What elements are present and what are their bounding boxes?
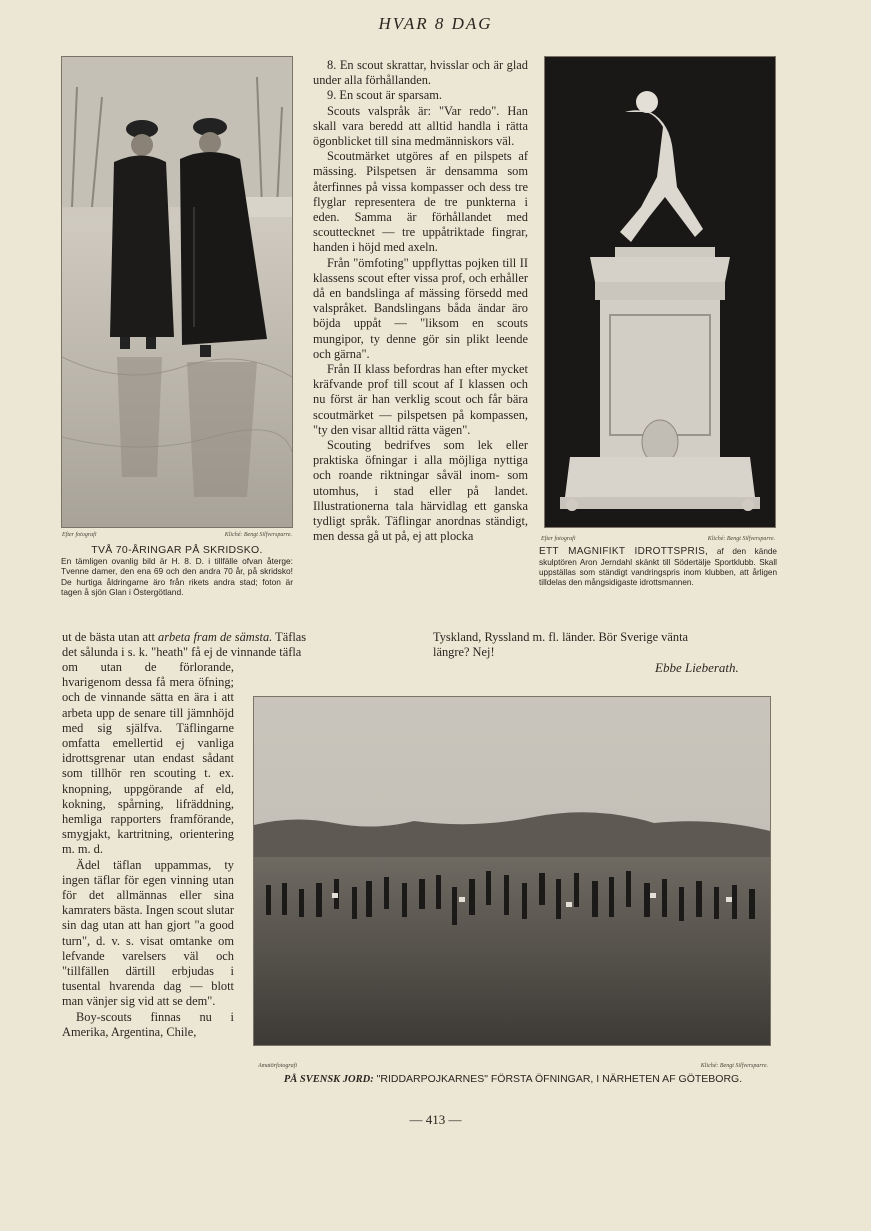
- article-wide-line-1: [62, 630, 434, 645]
- credit-left: Efter fotografi: [62, 532, 97, 538]
- caption-text: af den kände skulptören Aron Jerndahl skänkt till Södertälje Sportklubb. Skall uppställas som ständigt vandringspris inom klubben, att årligen tilldelas den mångsidigaste idrottsmannen.: [539, 547, 777, 588]
- paragraph: Scouting bedrifves som lek eller praktiska öfningar i alla möjliga nyttiga och roande riktningar såväl inom- som utomhus, i stad eller på landet. Illustrationerna tala härvidlag ett ganska tydligt språk. Täflingar anordnas ständigt, men dessa gå ut på, ej att plocka: [313, 438, 528, 544]
- article-wide-line-2: det sålunda i s. k. "heath" få ej de vinnande täfla: [62, 645, 302, 659]
- paragraph: 8. En scout skrattar, hvisslar och är glad under alla förhållanden.: [313, 58, 528, 88]
- caption-title: TVÅ 70-ÅRINGAR PÅ SKRIDSKO.: [91, 544, 263, 556]
- caption-text: En tämligen ovanlig bild är H. 8. D. i tillfälle ofvan återge: Tvenne damer, den ena 69 och den andra 70 år, på skridsko! De hurtiga åldringarne äro från rikets andra stad; foton är tagen å sjön Glan i Östergötland.: [61, 556, 293, 597]
- caption-text: "RIDDARPOJKARNES" FÖRSTA ÖFNINGAR, I NÄRHETEN AF GÖTEBORG.: [376, 1073, 743, 1085]
- caption-scouts-field: [255, 1073, 771, 1086]
- photo-statue-trophy: [544, 56, 776, 528]
- page-number: — 413 —: [409, 1112, 462, 1127]
- text-run: Täflas: [275, 630, 307, 644]
- article-right-line-2: längre? Nej!: [433, 645, 495, 659]
- photo-scouts-field: [253, 696, 771, 1046]
- running-title: HVAR 8 DAG: [378, 14, 493, 33]
- paragraph: Boy-scouts finnas nu i Amerika, Argentina, Chile,: [62, 1009, 234, 1039]
- paragraph: Ädel täflan uppammas, ty ingen täflar för egen vinning utan för det allmännas eller sina kamraters bästa. Ingen scout slutar sin dag utan att han gjort "a good turn", d. v. s. visat omtanke om lefvande varelsers väl och "tillfällen därtill erbjudas i tusental hvarenda dag — blott man vänjer sig vid att se dem".: [62, 857, 234, 1009]
- photo-credit-field: [258, 1063, 768, 1069]
- article-middle-column: [313, 58, 528, 545]
- field-illustration: [254, 697, 770, 1045]
- paragraph: Scouts valspråk är: "Var redo". Han skall vara beredd att alltid handla i rätta ögonblicket till sina medmänniskors väl.: [313, 103, 528, 149]
- paragraph: om utan de förlorande, hvarigenom dessa få mera öfning; och de vinnande sätta en ära i att arbeta upp de senare till jämnhöjd med sig själfva. Täflingarne omfatta emellertid ej vanliga idrottsgrenar utan endast sådant som tillhör ren scouting t. ex. knopning, uppgörande af eld, kokning, spårning, lifräddning, hemliga rapporters framförande, smygjakt, kartritning, orientering m. m. d.: [62, 660, 234, 857]
- caption-skaters: [61, 544, 293, 597]
- caption-statue: [539, 546, 777, 589]
- paragraph: Från "ömfoting" uppflyttas pojken till II klassens scout efter vissa prof, och erhåller då en bandslinga af mässing försedd med valspråket. Bandslingans båda ändar äro böjda uppåt — "liksom en scouts mungipor, ty denne gör sin plikt leende och gärna".: [313, 255, 528, 361]
- photo-two-skaters: [61, 56, 293, 528]
- credit-left: Amatörfotografi: [258, 1063, 298, 1069]
- paragraph: Från II klass befordras han efter mycket kräfvande prof till scout af I klassen och nu först är han verklig scout och får bära scoutmärket — pilspetsen på kompassen, "ty den visar alltid rätta vägen".: [313, 362, 528, 437]
- caption-title: ETT MAGNIFIKT IDROTTSPRIS,: [539, 546, 709, 557]
- article-right-line-1: Tyskland, Ryssland m. fl. länder. Bör Sverige vänta: [433, 630, 689, 644]
- credit-right: Kliché: Bengt Silfversparre.: [700, 1063, 768, 1069]
- credit-left: Efter fotografi: [541, 536, 576, 542]
- paragraph: Scoutmärket utgöres af en pilspets af mässing. Pilspetsen är densamma som återfinnes på vissa kompasser och dess tre flyglar representera de tre punkterna i eden. Samma är förhållandet med scouttecknet — tre uppåtriktade fingrar, handen i höjd med axeln.: [313, 149, 528, 255]
- credit-right: Kliché: Bengt Silfversparre.: [707, 536, 775, 542]
- caption-lead: PÅ SVENSK JORD:: [283, 1074, 374, 1085]
- text-run: ut de bästa utan att: [62, 630, 155, 644]
- author-signature: Ebbe Lieberath.: [655, 660, 739, 675]
- credit-right: Kliché: Bengt Silfversparre.: [224, 532, 292, 538]
- emphasis-text: arbeta fram de sämsta.: [158, 630, 273, 644]
- photo-credit-statue: [541, 536, 775, 542]
- article-left-column: [62, 660, 234, 1040]
- paragraph: 9. En scout är sparsam.: [327, 88, 442, 103]
- skaters-illustration: [62, 57, 292, 527]
- photo-credit-skaters: [62, 532, 292, 538]
- statue-illustration: [545, 57, 775, 527]
